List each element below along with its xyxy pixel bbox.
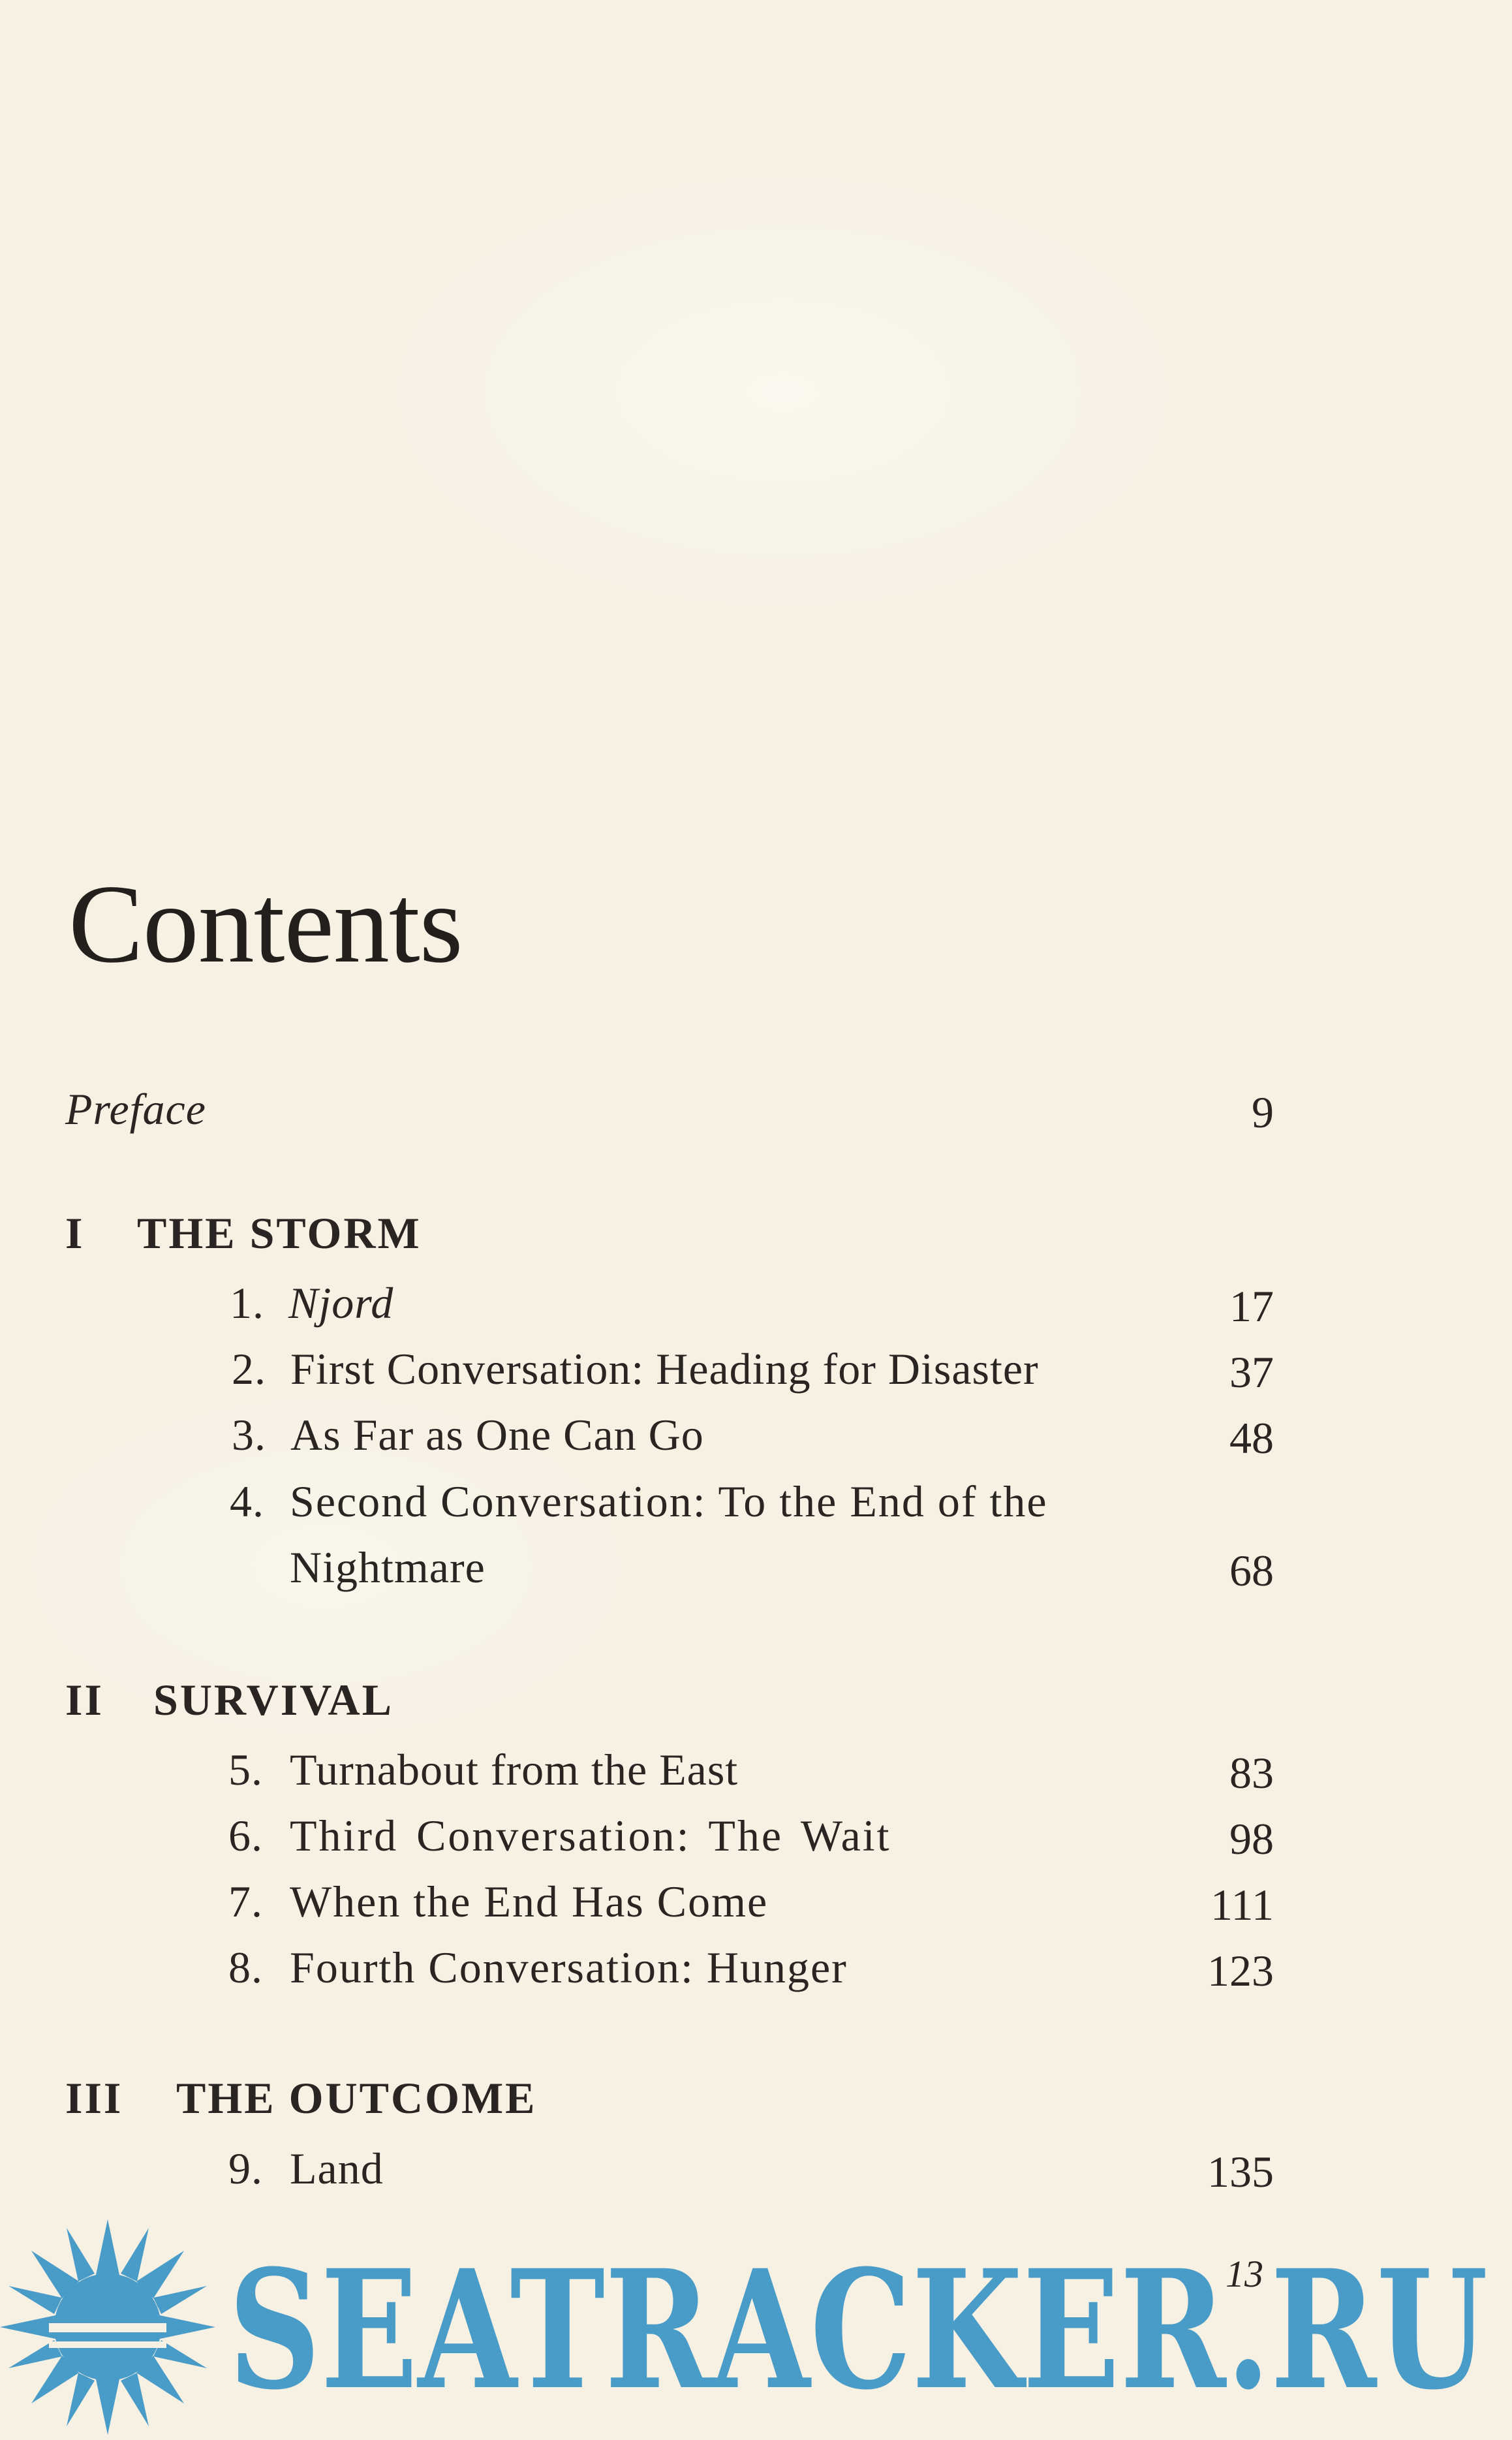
chapter-title-continued: Nightmare xyxy=(290,1542,486,1592)
chapter-number: 8. xyxy=(228,1943,263,1992)
part-numeral: I xyxy=(65,1208,85,1258)
chapter-number: 2. xyxy=(232,1344,266,1394)
part-heading xyxy=(65,2073,537,2123)
page-number: 13 xyxy=(1226,2253,1263,2295)
chapter-title: When the End Has Come xyxy=(290,1877,769,1926)
chapter-page: 37 xyxy=(1229,1347,1274,1397)
chapter-title: Third Conversation: The Wait xyxy=(290,1811,891,1860)
chapter-number: 3. xyxy=(232,1410,266,1460)
toc-entry xyxy=(232,1410,704,1460)
chapter-title: Fourth Conversation: Hunger xyxy=(290,1943,848,1992)
part-heading xyxy=(65,1208,422,1258)
toc-entry xyxy=(228,1945,848,1990)
chapter-title: Second Conversation: To the End of the xyxy=(290,1477,1048,1526)
chapter-title: First Conversation: Heading for Disaster xyxy=(290,1344,1039,1394)
chapter-number: 7. xyxy=(228,1877,263,1926)
chapter-page: 17 xyxy=(1229,1281,1274,1331)
part-numeral: II xyxy=(65,1675,104,1725)
chapter-page: 98 xyxy=(1229,1814,1274,1864)
chapter-page: 48 xyxy=(1229,1413,1274,1463)
toc-entry xyxy=(232,1344,1039,1394)
toc-entry xyxy=(228,1747,738,1792)
watermark xyxy=(0,2216,1512,2440)
toc-entry xyxy=(230,1479,1048,1524)
chapter-number: 6. xyxy=(228,1811,263,1860)
chapter-number: 1. xyxy=(230,1278,264,1328)
part-numeral: III xyxy=(65,2073,123,2123)
part-heading xyxy=(65,1675,394,1725)
chapter-title: As Far as One Can Go xyxy=(290,1410,704,1460)
chapter-number: 5. xyxy=(228,1745,263,1794)
preface-title: Preface xyxy=(65,1084,206,1134)
page-title: Contents xyxy=(69,862,463,986)
chapter-page: 68 xyxy=(1229,1546,1274,1595)
preface-page: 9 xyxy=(1252,1087,1274,1137)
chapter-page: 135 xyxy=(1207,2147,1274,2197)
toc-entry xyxy=(228,1813,891,1858)
part-title: THE STORM xyxy=(137,1208,422,1258)
part-title: SURVIVAL xyxy=(153,1675,394,1725)
chapter-number: 4. xyxy=(230,1477,264,1526)
chapter-title: Turnabout from the East xyxy=(290,1745,739,1794)
toc-entry xyxy=(230,1278,394,1328)
toc-entry xyxy=(228,2146,384,2191)
chapter-page: 123 xyxy=(1207,1946,1274,1995)
chapter-page: 111 xyxy=(1211,1880,1274,1930)
chapter-page: 83 xyxy=(1229,1748,1274,1798)
part-title: THE OUTCOME xyxy=(176,2073,537,2123)
sun-icon xyxy=(0,2219,215,2435)
watermark-text: SEATRACKER.RU xyxy=(228,2234,1488,2426)
chapter-title: Land xyxy=(290,2144,384,2193)
chapter-number: 9. xyxy=(228,2144,263,2193)
toc-entry xyxy=(228,1879,768,1924)
chapter-title: Njord xyxy=(288,1278,394,1328)
